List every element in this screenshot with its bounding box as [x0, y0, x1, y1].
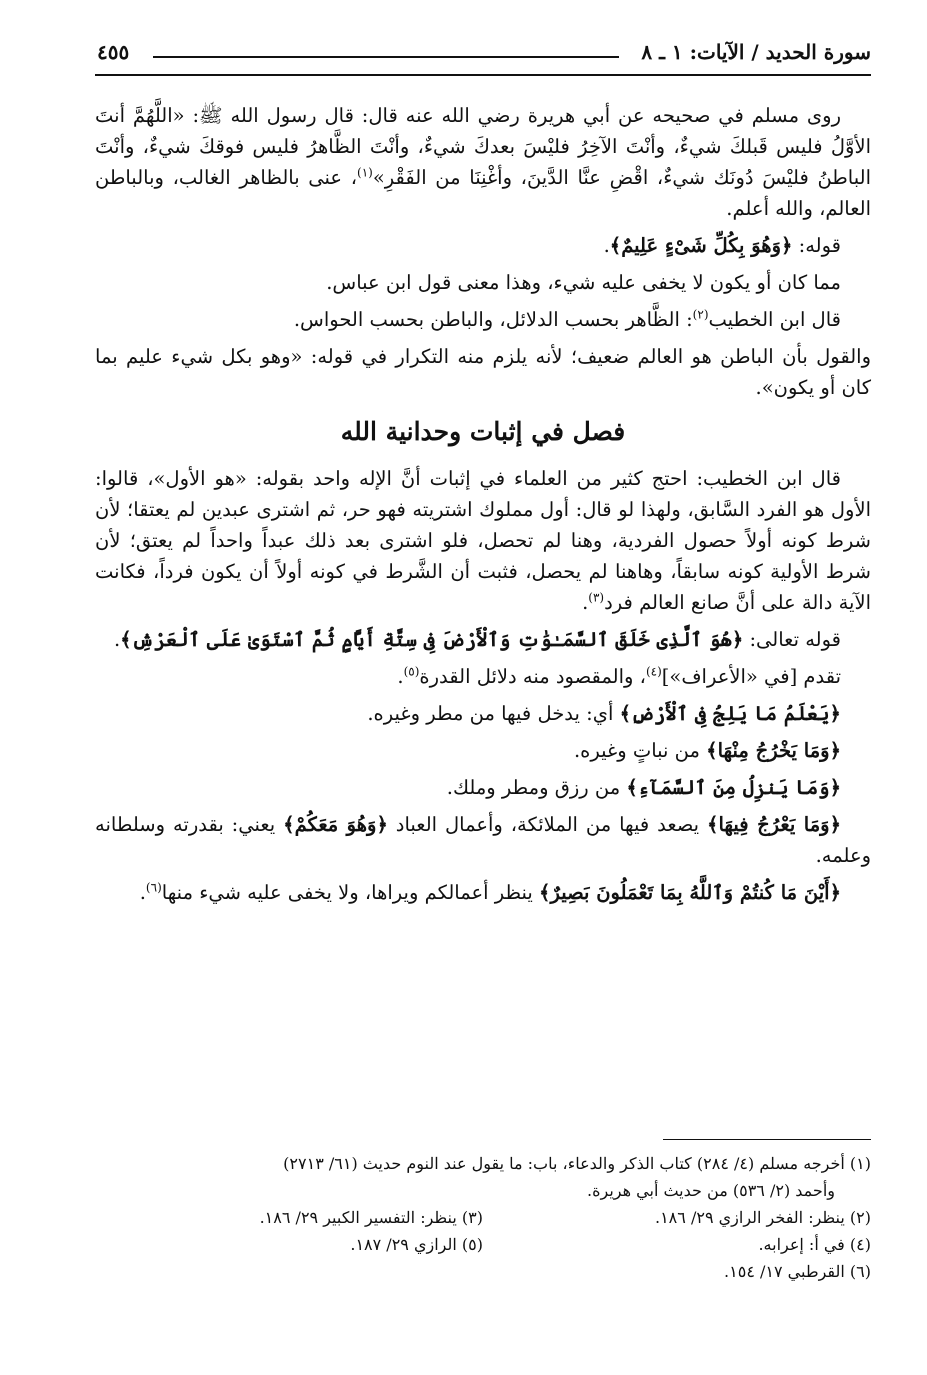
footnote-row — [95, 1204, 871, 1231]
quran-verse: ﴿هُوَ ٱلَّذِى خَلَقَ ٱلسَّمَـٰوَٰتِ وَٱلْأَرْضَ فِى سِتَّةِ أَيَّامٍ ثُمَّ ٱسْتَوَىٰ عَلَى ٱلْعَرْشِ﴾ — [120, 628, 744, 651]
footnote-ref-3: (٣) — [588, 590, 605, 605]
paragraph-batin: والقول بأن الباطن هو العالم ضعيف؛ لأنه يلزم منه التكرار في قوله: «وهو بكل شيء عليم بما كان أو يكون». — [95, 345, 871, 399]
quran-verse: ﴿وَمَا يَنزِلُ مِنَ ٱلسَّمَآءِ﴾ — [626, 776, 841, 799]
footnote-ref-4: (٤) — [645, 664, 662, 679]
header-bottom-rule — [95, 74, 871, 76]
footnote-ref-5: (٥) — [403, 664, 420, 679]
footnotes — [95, 1150, 871, 1285]
footnote-1: (١) أخرجه مسلم (٤/ ٢٨٤) كتاب الذكر والدعاء، باب: ما يقول عند النوم حديث (٦١/ ٢٧١٣) — [283, 1154, 871, 1173]
page-body — [95, 100, 871, 914]
footnote-ref-6: (٦) — [145, 880, 162, 895]
footnote-ref-1: (١) — [357, 165, 373, 180]
footnote-row — [95, 1231, 871, 1258]
footnote-separator — [663, 1139, 871, 1140]
paragraph-verse-comes-out: ﴿وَمَا يَخْرُجُ مِنْهَا﴾ من نباتٍ وغيره. — [573, 739, 841, 762]
footnote-2: (٢) ينظر: الفخر الرازي ٢٩/ ١٨٦. — [654, 1208, 871, 1227]
quran-verse: ﴿وَمَا يَعْرُجُ فِيهَا﴾ — [707, 813, 841, 836]
footnote-4: (٤) في أ: إعرابه. — [758, 1235, 871, 1254]
paragraph-hadith: روى مسلم في صحيحه عن أبي هريرة رضي الله عنه قال: قال رسول الله ﷺ: «اللَّهُمَّ أنتَ الأوَّلُ فليس قَبلكَ شيءٌ، وأنْتَ الآخِرُ فليْسَ بعدكَ شيءٌ، وأنْتَ الظَّاهرُ فليس فوقكَ شيءٌ، وأنْتَ الباطنُ فليْسَ دُونَك شيءٌ، اقْضِ عنَّا الدَّينَ، وأغْنِنَا من الفَقْرِ»$^{(١)}$، عنى بالظاهر الغالب، وبالباطن العالم، والله أعلم. — [95, 104, 871, 220]
footnote-3: (٣) ينظر: التفسير الكبير ٢٩/ ١٨٦. — [259, 1208, 483, 1227]
quran-verse: ﴿وَمَا يَخْرُجُ مِنْهَا﴾ — [706, 739, 841, 762]
paragraph-verse-wherever: ﴿أَيْنَ مَا كُنتُمْ وَٱللَّهُ بِمَا تَعْمَلُونَ بَصِيرٌ﴾ ينظر أعمالكم ويراها، ولا يخفى عليه شيء منها$^{(٦)}$. — [139, 880, 841, 904]
chapter-title: سورة الحديد / الآيات: ١ ـ ٨ — [641, 40, 871, 64]
section-title: فصل في إثبات وحدانية الله — [340, 417, 626, 446]
paragraph-commentary: مما كان أو يكون لا يخفى عليه شيء، وهذا معنى قول ابن عباس. — [326, 271, 841, 294]
footnote-5: (٥) الرازي ٢٩/ ١٨٧. — [350, 1235, 483, 1254]
footnote-1-continued: وأحمد (٢/ ٥٣٦) من حديث أبي هريرة. — [587, 1181, 835, 1200]
quran-verse: ﴿وَهُوَ مَعَكُمْ﴾ — [283, 813, 388, 836]
paragraph-verse-knowledge: قوله: ﴿وَهُوَ بِكُلِّ شَىْءٍ عَلِيمٌ﴾. — [603, 234, 841, 257]
footnote-ref-2: (٢) — [692, 307, 709, 322]
quran-verse: ﴿يَعْلَمُ مَا يَلِجُ فِى ٱلْأَرْضِ﴾ — [619, 702, 841, 725]
footnote-6: (٦) القرطبي ١٧/ ١٥٤. — [724, 1262, 871, 1281]
paragraph-verse-creation: قوله تعالى: ﴿هُوَ ٱلَّذِى خَلَقَ ٱلسَّمَـٰوَٰتِ وَٱلْأَرْضَ فِى سِتَّةِ أَيَّامٍ ثُمَّ ٱسْتَوَىٰ عَلَى ٱلْعَرْشِ﴾. — [113, 628, 841, 651]
paragraph-reference: تقدم [في «الأعراف»]$^{(٤)}$، والمقصود منه دلائل القدرة$^{(٥)}$. — [397, 664, 841, 688]
page-number: ٤٥٥ — [97, 40, 130, 64]
paragraph-verse-ascends: ﴿وَمَا يَعْرُجُ فِيهَا﴾ يصعد فيها من الملائكة، وأعمال العباد ﴿وَهُوَ مَعَكُمْ﴾ يعني: بقدرته وسلطانه وعلمه. — [95, 813, 871, 867]
quran-verse: ﴿وَهُوَ بِكُلِّ شَىْءٍ عَلِيمٌ﴾ — [609, 234, 793, 257]
paragraph-oneness-argument: قال ابن الخطيب: احتج كثير من العلماء في إثبات أنَّ الإله واحد بقوله: «هو الأول»، قالوا: الأول هو الفرد السَّابق، ولهذا لو قال: أول مملوك اشتريته فهو حر، ثم اشترى عبدين لم يعتقا؛ لأن شرط كونه أولاً حصول الفردية، وهنا لم تحصل، فلو اشترى بعد ذلك عبداً واحداً لم يعتق؛ لأن شرط الأولية كونه سابقاً، وهاهنا لم يحصل، فثبت أن الشَّرط في كونه أولاً أن يكون فرداً، فكانت الآية دالة على أنَّ صانع العالم فرد$^{(٣)}$. — [95, 467, 871, 614]
paragraph-verse-enters: ﴿يَعْلَمُ مَا يَلِجُ فِى ٱلْأَرْضِ﴾ أي: يدخل فيها من مطر وغيره. — [367, 702, 841, 725]
quran-verse: ﴿أَيْنَ مَا كُنتُمْ وَٱللَّهُ بِمَا تَعْمَلُونَ بَصِيرٌ﴾ — [539, 881, 841, 904]
paragraph-ibn-khatib: قال ابن الخطيب$^{(٢)}$: الظَّاهر بحسب الدلائل، والباطن بحسب الحواس. — [293, 307, 841, 331]
running-header — [95, 34, 871, 74]
paragraph-verse-descends: ﴿وَمَا يَنزِلُ مِنَ ٱلسَّمَآءِ﴾ من رزق ومطر وملك. — [446, 776, 841, 799]
header-rule — [153, 56, 619, 58]
